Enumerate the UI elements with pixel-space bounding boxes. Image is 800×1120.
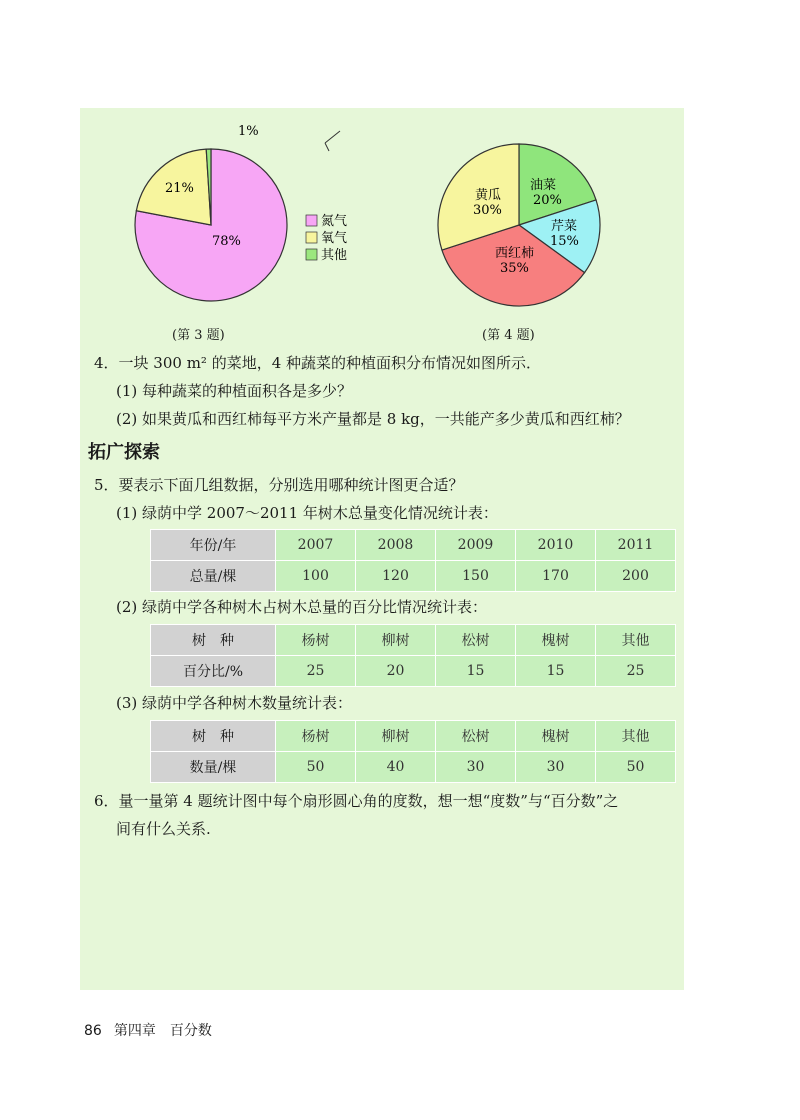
table-header-cell: 树 种 — [151, 625, 276, 656]
table-cell: 170 — [516, 561, 596, 592]
pie2-label-tomato: 西红柿 — [495, 246, 535, 261]
table-header-cell: 树 种 — [151, 721, 276, 752]
table-cell: 50 — [596, 752, 676, 783]
q5-stem: 5．要表示下面几组数据，分别选用哪种统计图更合适？ — [94, 476, 464, 494]
page-footer — [84, 1020, 212, 1040]
table-row — [151, 721, 676, 752]
pie2-label-canola: 油菜 — [530, 178, 557, 193]
page-number: 86 — [84, 1023, 102, 1039]
table-cell: 2011 — [596, 530, 676, 561]
q4-part1: (1) 每种蔬菜的种植面积各是多少？ — [116, 382, 353, 400]
caption-q4: (第 4 题) — [482, 328, 535, 343]
caption-q3: (第 3 题) — [172, 328, 225, 343]
legend-swatch-oxygen — [306, 232, 317, 243]
q5-part2: (2) 绿荫中学各种树木占树木总量的百分比情况统计表： — [116, 598, 488, 616]
legend-swatch-nitrogen — [306, 215, 317, 226]
table-cell: 2008 — [356, 530, 436, 561]
table-cell: 120 — [356, 561, 436, 592]
table-cell: 150 — [436, 561, 516, 592]
legend-label-oxygen: 氧气 — [321, 231, 348, 246]
pie1-label-oxygen: 21% — [165, 181, 194, 196]
legend-label-other: 其他 — [321, 248, 348, 263]
table-row — [151, 530, 676, 561]
pie2-value-celery: 15% — [550, 234, 579, 249]
table-cell: 40 — [356, 752, 436, 783]
pie2-value-cucumber: 30% — [473, 203, 502, 218]
table-header-cell: 百分比/% — [151, 656, 276, 687]
pie-chart-vegetables — [430, 140, 610, 310]
table-cell: 柳树 — [356, 721, 436, 752]
q5-part1: (1) 绿荫中学 2007～2011 年树木总量变化情况统计表： — [116, 504, 498, 522]
table-cell: 200 — [596, 561, 676, 592]
pie2-label-celery: 芹菜 — [551, 219, 578, 234]
table-cell: 2010 — [516, 530, 596, 561]
table-header-cell: 年份/年 — [151, 530, 276, 561]
table-row — [151, 561, 676, 592]
table-cell: 100 — [276, 561, 356, 592]
table-cell: 25 — [276, 656, 356, 687]
table-cell: 杨树 — [276, 625, 356, 656]
pie1-label-other: 1% — [238, 124, 259, 139]
legend-label-nitrogen: 氮气 — [321, 214, 348, 229]
table-tree-totals — [150, 529, 676, 592]
table-cell: 松树 — [436, 721, 516, 752]
pie1-leader-line — [325, 143, 329, 151]
table-cell: 25 — [596, 656, 676, 687]
q4-part2: (2) 如果黄瓜和西红柿每平方米产量都是 8 kg，一共能产多少黄瓜和西红柿？ — [116, 410, 630, 428]
table-tree-percent — [150, 624, 676, 687]
pie2-value-tomato: 35% — [500, 261, 529, 276]
q4-stem: 4．一块 300 m² 的菜地，4 种蔬菜的种植面积分布情况如图所示． — [94, 354, 542, 372]
table-cell: 2009 — [436, 530, 516, 561]
table-tree-counts — [150, 720, 676, 783]
table-header-cell: 总量/棵 — [151, 561, 276, 592]
table-cell: 30 — [436, 752, 516, 783]
table-row — [151, 752, 676, 783]
pie1-leader-tick — [325, 131, 340, 143]
table-cell: 其他 — [596, 721, 676, 752]
table-row — [151, 625, 676, 656]
q6-line2: 间有什么关系. — [116, 820, 211, 838]
table-cell: 柳树 — [356, 625, 436, 656]
table-cell: 其他 — [596, 625, 676, 656]
q5-part3: (3) 绿荫中学各种树木数量统计表： — [116, 694, 353, 712]
legend-swatch-other — [306, 249, 317, 260]
table-cell: 30 — [516, 752, 596, 783]
section-title: 拓广探索 — [88, 442, 160, 463]
table-cell: 50 — [276, 752, 356, 783]
table-header-cell: 数量/棵 — [151, 752, 276, 783]
table-cell: 槐树 — [516, 625, 596, 656]
table-cell: 松树 — [436, 625, 516, 656]
table-cell: 15 — [516, 656, 596, 687]
pie-chart-air — [120, 115, 380, 315]
table-cell: 15 — [436, 656, 516, 687]
pie1-slices — [135, 149, 287, 301]
table-cell: 杨树 — [276, 721, 356, 752]
pie2-value-canola: 20% — [533, 193, 562, 208]
pie2-label-cucumber: 黄瓜 — [475, 188, 502, 203]
table-cell: 20 — [356, 656, 436, 687]
q6-line1: 6．量一量第 4 题统计图中每个扇形圆心角的度数，想一想“度数”与“百分数”之 — [94, 792, 619, 810]
table-cell: 2007 — [276, 530, 356, 561]
chapter-title: 第四章 百分数 — [113, 1023, 212, 1039]
table-row — [151, 656, 676, 687]
table-cell: 槐树 — [516, 721, 596, 752]
pie1-label-nitrogen: 78% — [212, 234, 241, 249]
